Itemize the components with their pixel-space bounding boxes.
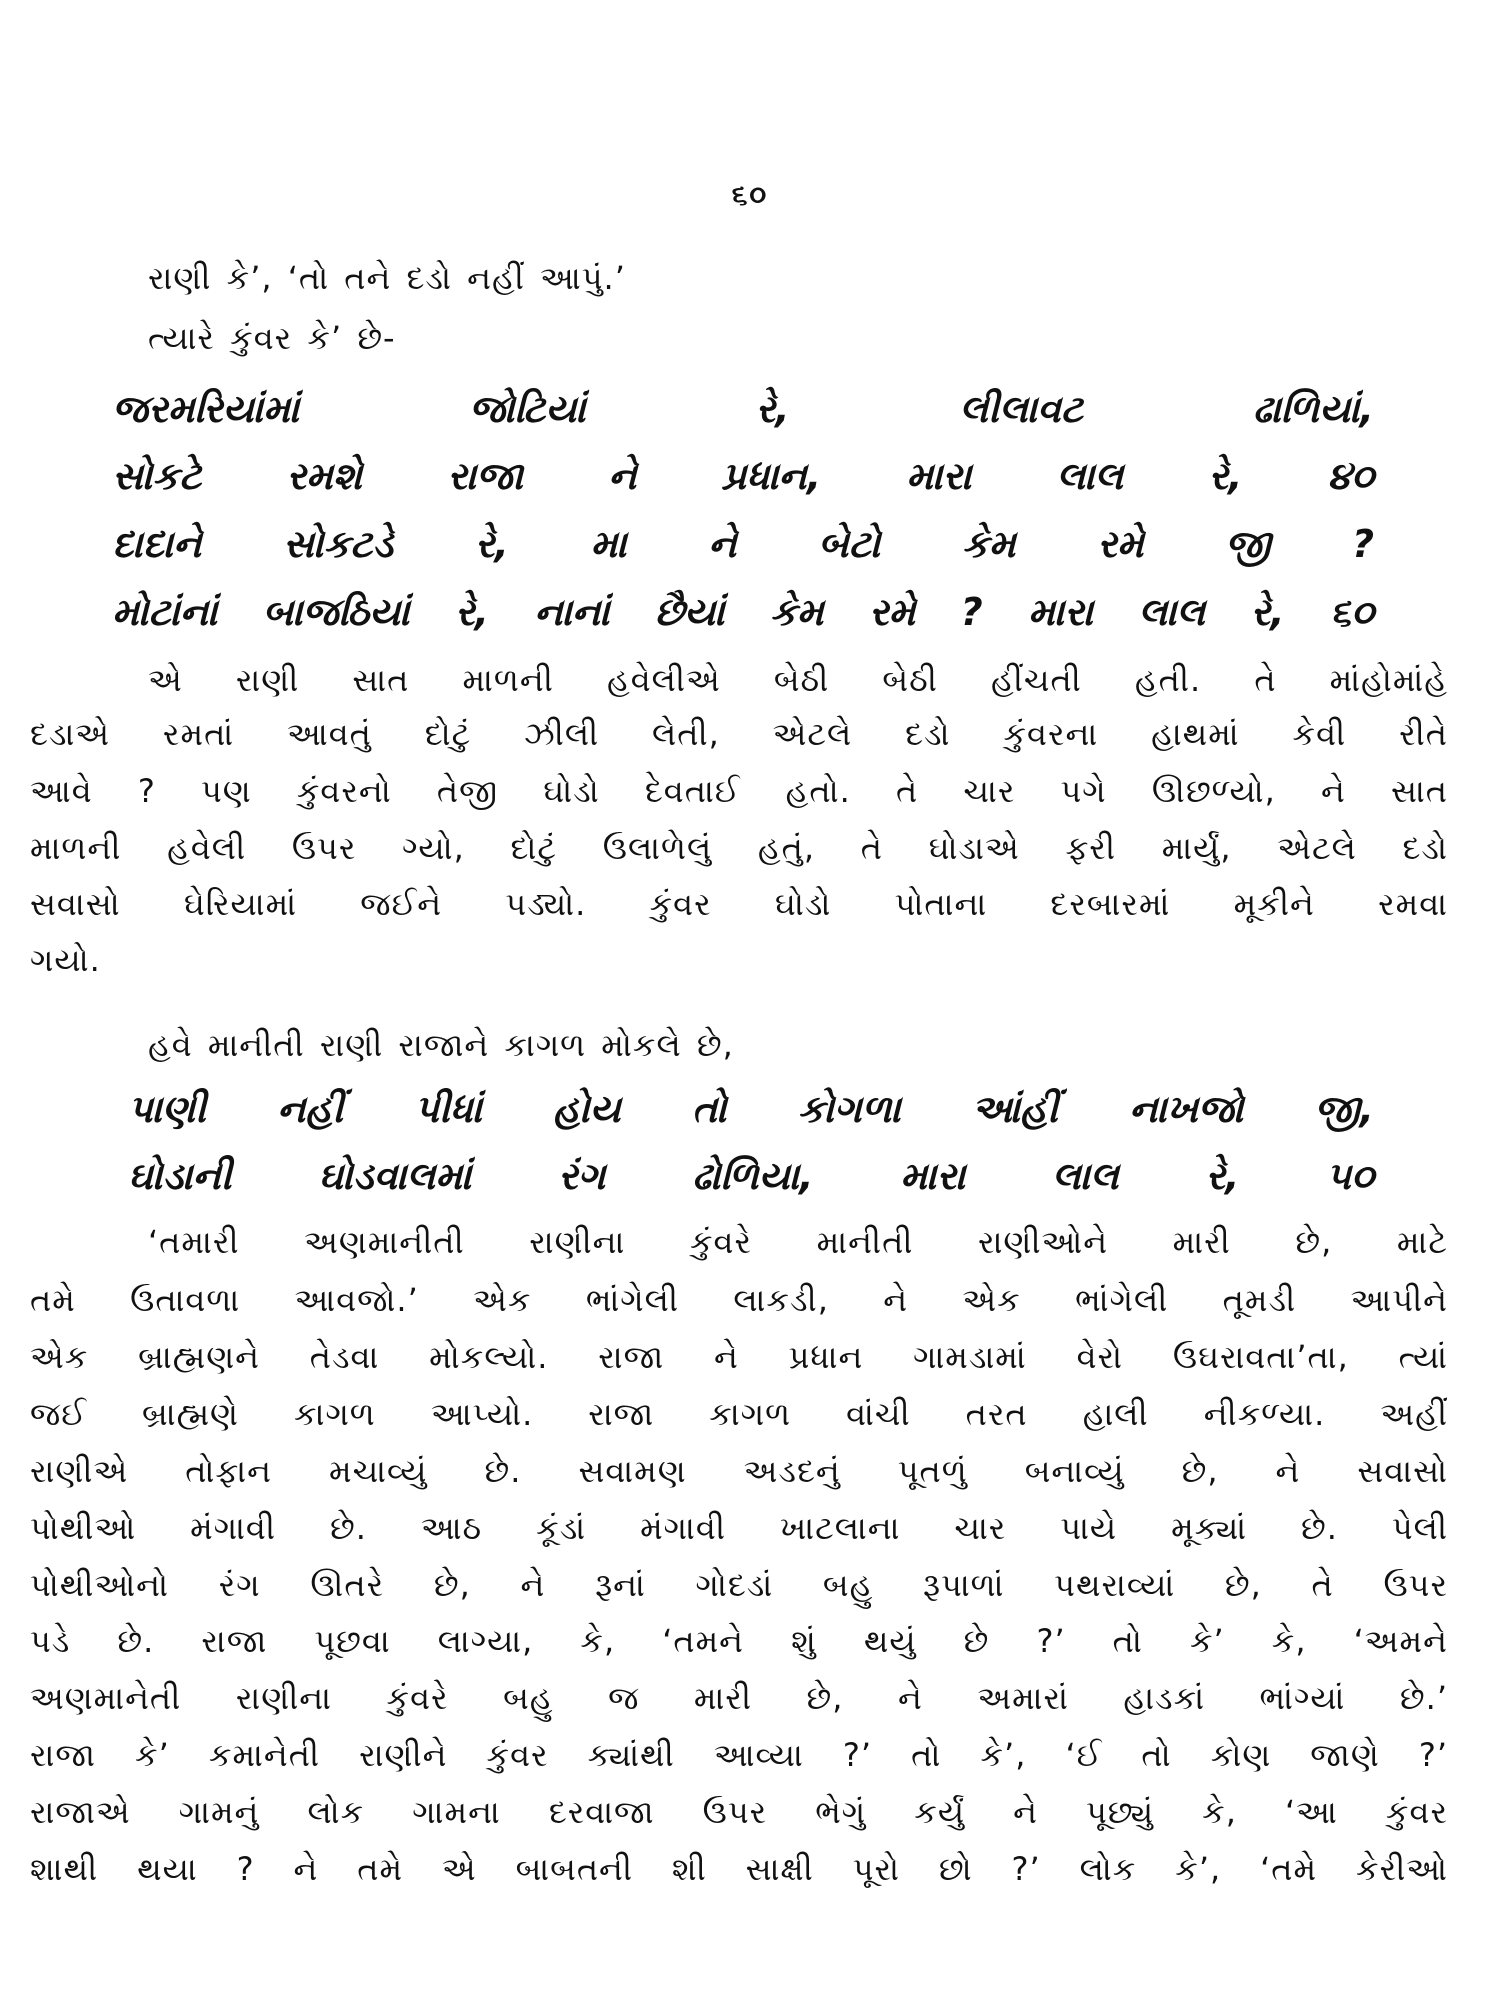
text-line: રાજા કે’ કમાનેતી રાણીને કુંવર ક્યાંથી આવ્યા ?’ તો કે’, ‘ઈ તો કોણ જાણે ?’ [30, 1736, 1448, 1774]
verse-line: દાદાને સોકટડે રે, મા ને બેટો કેમ રમે જી ? [112, 522, 1374, 566]
text-line: રાજાએ ગામનું લોક ગામના દરવાજા ઉપર ભેગું કર્યું ને પૂછ્યું કે, ‘આ કુંવર [30, 1793, 1448, 1831]
text-line: દડાએ રમતાં આવતું દોટું ઝીલી લેતી, એટલે દડો કુંવરના હાથમાં કેવી રીતે [30, 715, 1448, 753]
page-number: ૬૦ [731, 178, 769, 211]
text-line: પડે છે. રાજા પૂછવા લાગ્યા, કે, ‘તમને શું થયું છે ?’ તો કે’ કે, ‘અમને [30, 1622, 1448, 1660]
text-line: ગયો. [30, 941, 101, 979]
text-line: એ રાણી સાત માળની હવેલીએ બેઠી બેઠી હીંચતી હતી. તે માંહોમાંહે [148, 661, 1448, 699]
verse-line: સોકટે રમશે રાજા ને પ્રધાન, મારા લાલ રે, ૪૦ [112, 454, 1374, 498]
text-line: રાણી કે’, ‘તો તને દડો નહીં આપું.’ [148, 259, 626, 297]
verse-line: જરમરિયાંમાં જોટિયાં રે, લીલાવટ ઢાળિયાં, [112, 387, 1374, 431]
verse-line: ઘોડાની ઘોડવાલમાં રંગ ઢોળિયા, મારા લાલ રે, ૫૦ [128, 1154, 1374, 1198]
text-line: અણમાનેતી રાણીના કુંવરે બહુ જ મારી છે, ને અમારાં હાડકાં ભાંગ્યાં છે.’ [30, 1679, 1448, 1717]
text-line: ‘તમારી અણમાનીતી રાણીના કુંવરે માનીતી રાણીઓને મારી છે, માટે [148, 1223, 1448, 1261]
text-line: પોથીઓ મંગાવી છે. આઠ કૂંડાં મંગાવી ખાટલાના ચાર પાયે મૂક્યાં છે. પેલી [30, 1509, 1448, 1547]
verse-line: મોટાંનાં બાજઠિયાં રે, નાનાં છૈયાં કેમ રમે ? મારા લાલ રે, ૬૦ [112, 590, 1374, 634]
text-line: શાથી થયા ? ને તમે એ બાબતની શી સાક્ષી પૂરો છો ?’ લોક કે’, ‘તમે કેરીઓ [30, 1850, 1448, 1888]
text-line: માળની હવેલી ઉપર ગ્યો, દોટું ઉલાળેલું હતું, તે ઘોડાએ ફરી માર્યું, એટલે દડો [30, 829, 1448, 867]
text-line: હવે માનીતી રાણી રાજાને કાગળ મોકલે છે, [148, 1026, 734, 1064]
text-line: જઈ બ્રાહ્મણે કાગળ આપ્યો. રાજા કાગળ વાંચી તરત હાલી નીકળ્યા. અહીં [30, 1395, 1448, 1433]
verse-line: પાણી નહીં પીધાં હોય તો કોગળા આંહીં નાખજો જી, [128, 1087, 1374, 1131]
text-line: આવે ? પણ કુંવરનો તેજી ઘોડો દેવતાઈ હતો. તે ચાર પગે ઊછળ્યો, ને સાત [30, 772, 1448, 810]
text-line: પોથીઓનો રંગ ઊતરે છે, ને રૂનાં ગોદડાં બહુ રૂપાળાં પથરાવ્યાં છે, તે ઉપર [30, 1566, 1448, 1604]
text-line: ત્યારે કુંવર કે’ છે- [148, 319, 396, 357]
text-line: રાણીએ તોફાન મચાવ્યું છે. સવામણ અડદનું પૂતળું બનાવ્યું છે, ને સવાસો [30, 1452, 1448, 1490]
text-line: એક બ્રાહ્મણને તેડવા મોકલ્યો. રાજા ને પ્રધાન ગામડામાં વેરો ઉઘરાવતા’તા, ત્યાં [30, 1338, 1448, 1376]
text-line: તમે ઉતાવળા આવજો.’ એક ભાંગેલી લાકડી, ને એક ભાંગેલી તૂમડી આપીને [30, 1281, 1448, 1319]
text-line: સવાસો ઘેરિયામાં જઈને પડ્યો. કુંવર ઘોડો પોતાના દરબારમાં મૂકીને રમવા [30, 885, 1448, 923]
